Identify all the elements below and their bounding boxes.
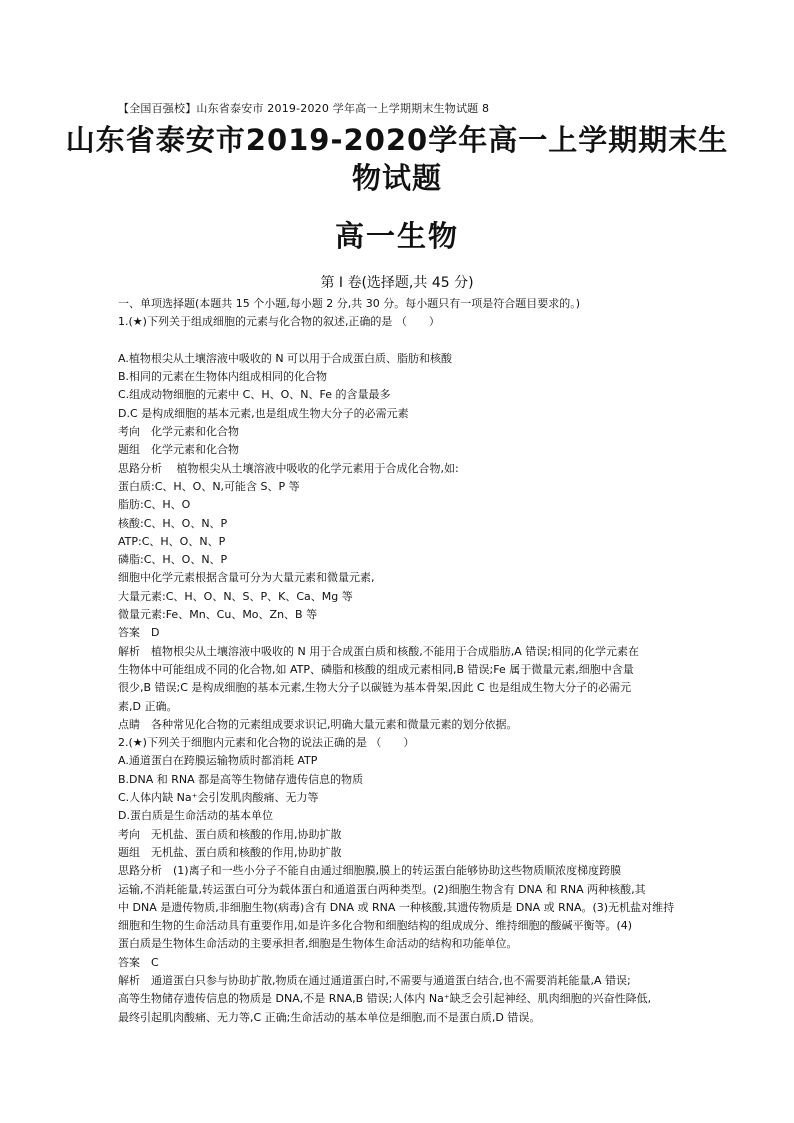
text-line: 题组 化学元素和化合物 [118, 443, 239, 457]
document-body [118, 295, 678, 1027]
text-line: 考向 无机盐、蛋白质和核酸的作用,协助扩散 [118, 827, 342, 841]
text-line: 一、单项选择题(本题共 15 个小题,每小题 2 分,共 30 分。每小题只有一项是符合题目要求的。) [118, 297, 581, 310]
text-line: 思路分析 (1)离子和一些小分子不能自由通过细胞膜,膜上的转运蛋白能够协助这些物质顺浓度梯度跨膜 [118, 864, 622, 878]
title-line-1: 山东省泰安市2019-2020学年高一上学期期末生 [65, 123, 729, 157]
text-line: 中 DNA 是遗传物质,非细胞生物(病毒)含有 DNA 或 RNA 一种核酸,其遗传物质是 DNA 或 RNA。(3)无机盐对维持 [118, 900, 675, 914]
answer-line: 答案 D [118, 626, 160, 640]
text-line: 磷脂:C、H、O、N、P [118, 553, 228, 567]
text-line: 题组 无机盐、蛋白质和核酸的作用,协助扩散 [118, 845, 342, 859]
option-a: A.通道蛋白在跨膜运输物质时都消耗 ATP [118, 754, 318, 768]
text-line: 大量元素:C、H、O、N、S、P、K、Ca、Mg 等 [118, 589, 353, 603]
option-a: A.植物根尖从土壤溶液中吸收的 N 可以用于合成蛋白质、脂肪和核酸 [118, 351, 453, 365]
subject-heading: 高一生物 [334, 219, 459, 253]
text-line: 很少,B 错误;C 是构成细胞的基本元素,生物大分子以碳链为基本骨架,因此 C 也是组成生物大分子的必需元 [118, 681, 632, 695]
option-d: D.蛋白质是生命活动的基本单位 [118, 809, 273, 823]
text-line: 蛋白质是生物体生命活动的主要承担者,细胞是生物体生命活动的结构和功能单位。 [118, 937, 518, 951]
option-d: D.C 是构成细胞的基本元素,也是组成生物大分子的必需元素 [118, 406, 409, 420]
text-line: 细胞中化学元素根据含量可分为大量元素和微量元素, [118, 571, 375, 585]
text-line: 解析 植物根尖从土壤溶液中吸收的 N 用于合成蛋白质和核酸,不能用于合成脂肪,A 错误;相同的化学元素在 [118, 644, 639, 658]
text-line: 生物体中可能组成不同的化合物,如 ATP、磷脂和核酸的组成元素相同,B 错误;Fe 属于微量元素,细胞中含量 [118, 662, 634, 676]
option-b: B.相同的元素在生物体内组成相同的化合物 [118, 370, 328, 384]
text-line: 思路分析 植物根尖从土壤溶液中吸收的化学元素用于合成化合物,如: [118, 461, 459, 475]
text-line: 解析 通道蛋白只参与协助扩散,物质在通过通道蛋白时,不需要与通道蛋白结合,也不需要消耗能量,A 错误; [118, 973, 631, 987]
option-b: B.DNA 和 RNA 都是高等生物储存遗传信息的物质 [118, 772, 364, 786]
text-line: 核酸:C、H、O、N、P [118, 516, 228, 530]
option-c: C.组成动物细胞的元素中 C、H、O、N、Fe 的含量最多 [118, 388, 391, 402]
text-line: 最终引起肌肉酸痛、无力等,C 正确;生命活动的基本单位是细胞,而不是蛋白质,D 错误。 [118, 1010, 541, 1024]
question-1: 1.(★)下列关于组成细胞的元素与化合物的叙述,正确的是 （ ） [118, 315, 440, 329]
text-line: 微量元素:Fe、Mn、Cu、Mo、Zn、B 等 [118, 608, 318, 622]
page-header: 【全国百强校】山东省泰安市 2019-2020 学年高一上学期期末生物试题 8 [118, 102, 490, 115]
text-line: ATP:C、H、O、N、P [118, 534, 226, 548]
question-2: 2.(★)下列关于细胞内元素和化合物的说法正确的是 （ ） [118, 736, 415, 750]
blank-line [118, 332, 678, 350]
text-line: 高等生物储存遗传信息的物质是 DNA,不是 RNA,B 错误;人体内 Na⁺缺乏会引起神经、肌肉细胞的兴奋性降低, [118, 992, 652, 1006]
section-heading: 第 I 卷(选择题,共 45 分) [320, 275, 474, 291]
option-c: C.人体内缺 Na⁺会引发肌肉酸痛、无力等 [118, 791, 319, 805]
title-line-2: 物试题 [351, 161, 442, 195]
answer-line: 答案 C [118, 955, 159, 969]
text-line: 考向 化学元素和化合物 [118, 425, 239, 439]
text-line: 素,D 正确。 [118, 699, 178, 713]
text-line: 蛋白质:C、H、O、N,可能含 S、P 等 [118, 479, 300, 493]
text-line: 细胞和生物的生命活动具有重要作用,如是许多化合物和细胞结构的组成成分、维持细胞的酸碱平衡等。(4) [118, 919, 633, 933]
text-line: 脂肪:C、H、O [118, 498, 191, 512]
text-line: 点睛 各种常见化合物的元素组成要求识记,明确大量元素和微量元素的划分依据。 [118, 717, 518, 731]
text-line: 运输,不消耗能量,转运蛋白可分为载体蛋白和通道蛋白两种类型。(2)细胞生物含有 DNA 和 RNA 两种核酸,其 [118, 882, 646, 896]
